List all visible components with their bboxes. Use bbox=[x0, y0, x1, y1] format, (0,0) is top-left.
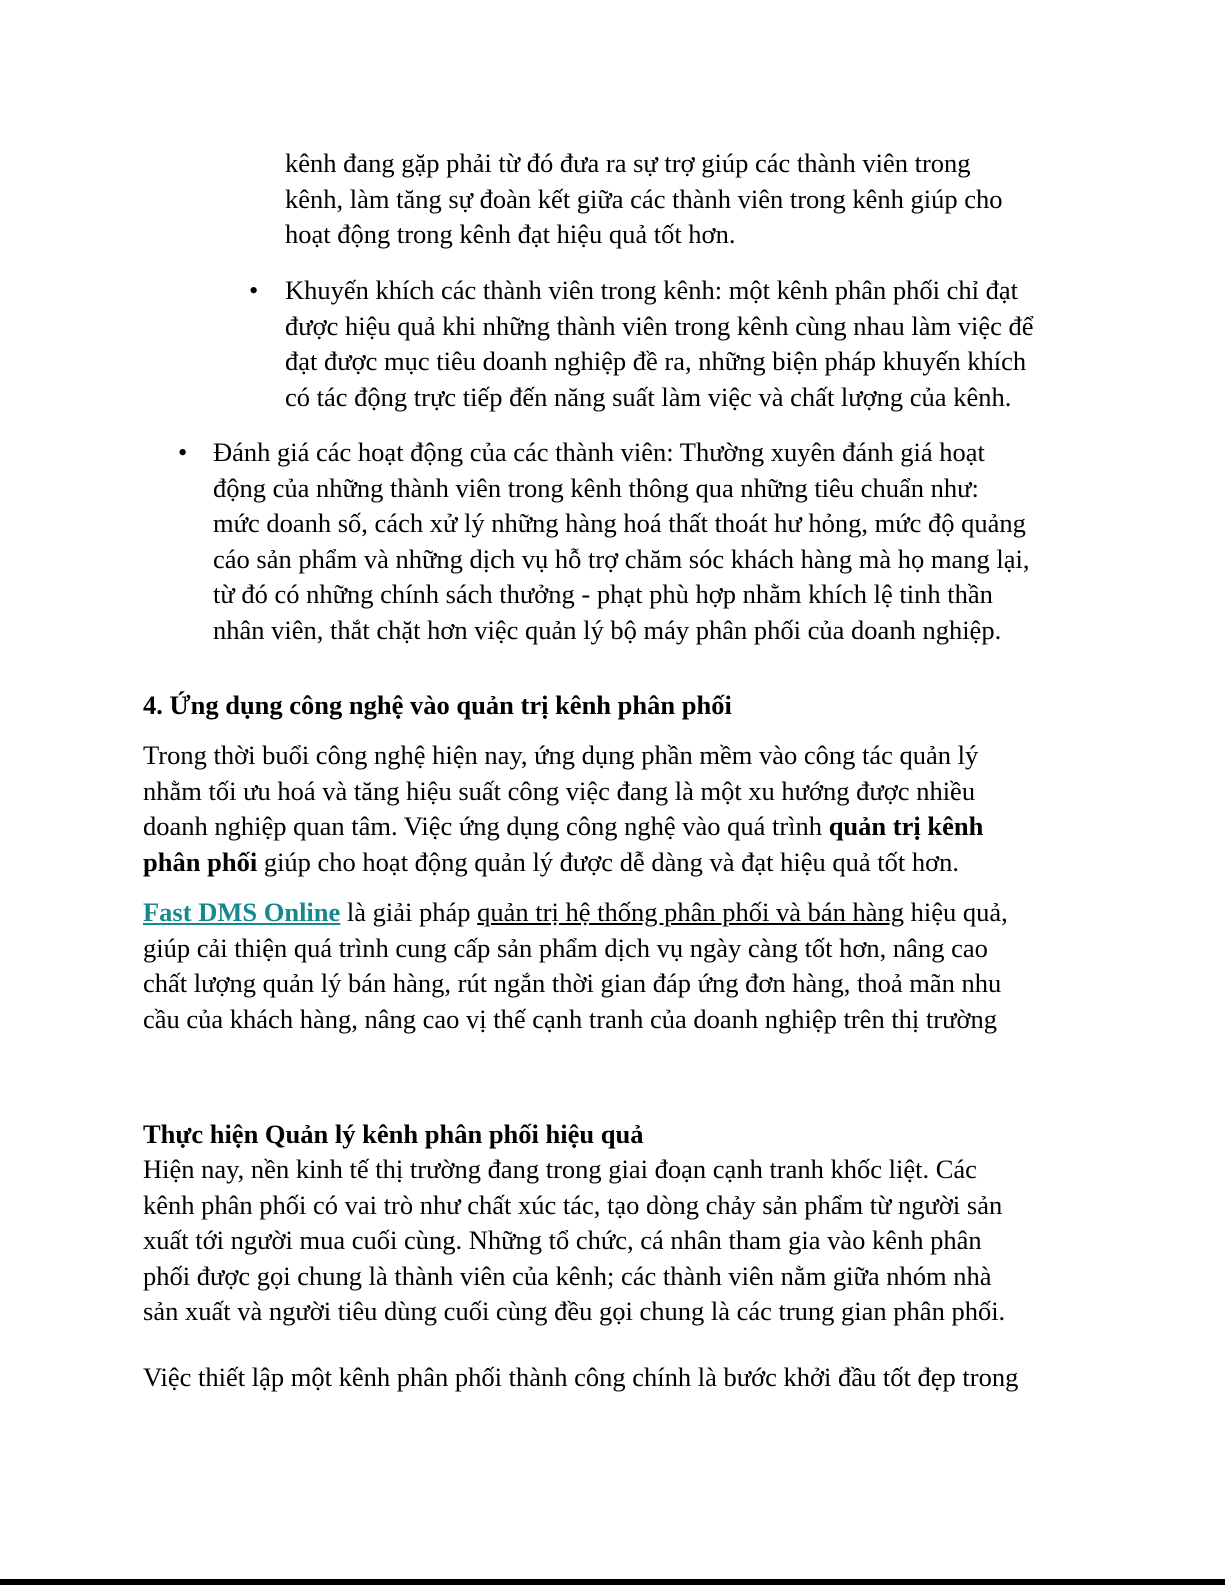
bullet-evaluation bbox=[213, 435, 1030, 649]
text-line: nhằm tối ưu hoá và tăng hiệu suất công việc đang là một xu hướng được nhiều bbox=[143, 775, 976, 806]
text-line: Đánh giá các hoạt động của các thành viên: Thường xuyên đánh giá hoạt bbox=[213, 437, 985, 467]
text-line: từ đó có những chính sách thưởng - phạt phù hợp nhằm khích lệ tinh thần bbox=[213, 579, 993, 610]
text-line: giúp cải thiện quá trình cung cấp sản phẩm dịch vụ ngày càng tốt hơn, nâng cao bbox=[143, 932, 988, 963]
text-line: xuất tới người mua cuối cùng. Những tổ chức, cá nhân tham gia vào kênh phân bbox=[143, 1225, 982, 1256]
text-line bbox=[143, 845, 983, 881]
effective-management-heading: Thực hiện Quản lý kênh phân phối hiệu quả bbox=[143, 1119, 644, 1149]
text-line: nhân viên, thắt chặt hơn việc quản lý bộ máy phân phối của doanh nghiệp. bbox=[213, 614, 1002, 645]
bullet-marker: • bbox=[178, 437, 188, 467]
section-4-heading: 4. Ứng dụng công nghệ vào quản trị kênh phân phối bbox=[143, 690, 732, 720]
effective-management-paragraph-1 bbox=[143, 1152, 1005, 1330]
text-line: động của những thành viên trong kênh thông qua những tiêu chuẩn như: bbox=[213, 472, 979, 503]
text-line: mức doanh số, cách xử lý những hàng hoá thất thoát hư hỏng, mức độ quảng bbox=[213, 508, 1026, 539]
page-bottom-border bbox=[0, 1579, 1225, 1585]
text-line: có tác động trực tiếp đến năng suất làm việc và chất lượng của kênh. bbox=[285, 381, 1012, 412]
bold-term: phân phối bbox=[143, 846, 258, 877]
text-line: sản xuất và người tiêu dùng cuối cùng đều gọi chung là các trung gian phân phối. bbox=[143, 1296, 1006, 1327]
text-line: Trong thời buổi công nghệ hiện nay, ứng dụng phần mềm vào công tác quản lý bbox=[143, 740, 979, 770]
bold-term: quản trị kênh bbox=[828, 811, 984, 842]
bullet-marker: • bbox=[249, 275, 259, 305]
distribution-sales-management-link[interactable]: quản trị hệ thống phân phối và bán hàng bbox=[477, 897, 905, 927]
text-line: kênh phân phối có vai trò như chất xúc tác, tạo dòng chảy sản phẩm từ người sản bbox=[143, 1189, 1003, 1220]
fast-dms-online-link[interactable]: Fast DMS Online bbox=[143, 897, 341, 927]
text-line: Việc thiết lập một kênh phân phối thành công chính là bước khởi đầu tốt đẹp trong bbox=[143, 1362, 1019, 1392]
text-line: phối được gọi chung là thành viên của kênh; các thành viên nằm giữa nhóm nhà bbox=[143, 1260, 992, 1291]
text-line: kênh đang gặp phải từ đó đưa ra sự trợ giúp các thành viên trong bbox=[285, 148, 971, 178]
text-line: cầu của khách hàng, nâng cao vị thế cạnh tranh của doanh nghiệp trên thị trường bbox=[143, 1003, 997, 1034]
text-line bbox=[143, 895, 1008, 931]
text-span: giúp cho hoạt động quản lý được dễ dàng và đạt hiệu quả tốt hơn. bbox=[257, 846, 959, 877]
text-line: Khuyến khích các thành viên trong kênh: một kênh phân phối chỉ đạt bbox=[285, 275, 1018, 305]
section-4-paragraph-1 bbox=[143, 738, 983, 880]
text-line: hoạt động trong kênh đạt hiệu quả tốt hơn. bbox=[285, 219, 736, 250]
effective-management-paragraph-2 bbox=[143, 1360, 1018, 1396]
text-line bbox=[143, 809, 983, 845]
section-4-paragraph-2 bbox=[143, 895, 1008, 1037]
text-span: là giải pháp bbox=[340, 897, 478, 927]
text-span: hiệu quả, bbox=[904, 897, 1008, 927]
text-line: cáo sản phẩm và những dịch vụ hỗ trợ chăm sóc khách hàng mà họ mang lại, bbox=[213, 543, 1030, 574]
continued-paragraph bbox=[285, 146, 1003, 253]
text-line: Hiện nay, nền kinh tế thị trường đang trong giai đoạn cạnh tranh khốc liệt. Các bbox=[143, 1154, 977, 1184]
text-line: đạt được mục tiêu doanh nghiệp đề ra, những biện pháp khuyến khích bbox=[285, 346, 1027, 377]
text-line: được hiệu quả khi những thành viên trong kênh cùng nhau làm việc để bbox=[285, 310, 1034, 341]
text-line: chất lượng quản lý bán hàng, rút ngắn thời gian đáp ứng đơn hàng, thoả mãn nhu bbox=[143, 968, 1002, 999]
bullet-incentive bbox=[285, 273, 1033, 415]
text-span: doanh nghiệp quan tâm. Việc ứng dụng công nghệ vào quá trình bbox=[143, 811, 829, 842]
text-line: kênh, làm tăng sự đoàn kết giữa các thành viên trong kênh giúp cho bbox=[285, 183, 1003, 214]
